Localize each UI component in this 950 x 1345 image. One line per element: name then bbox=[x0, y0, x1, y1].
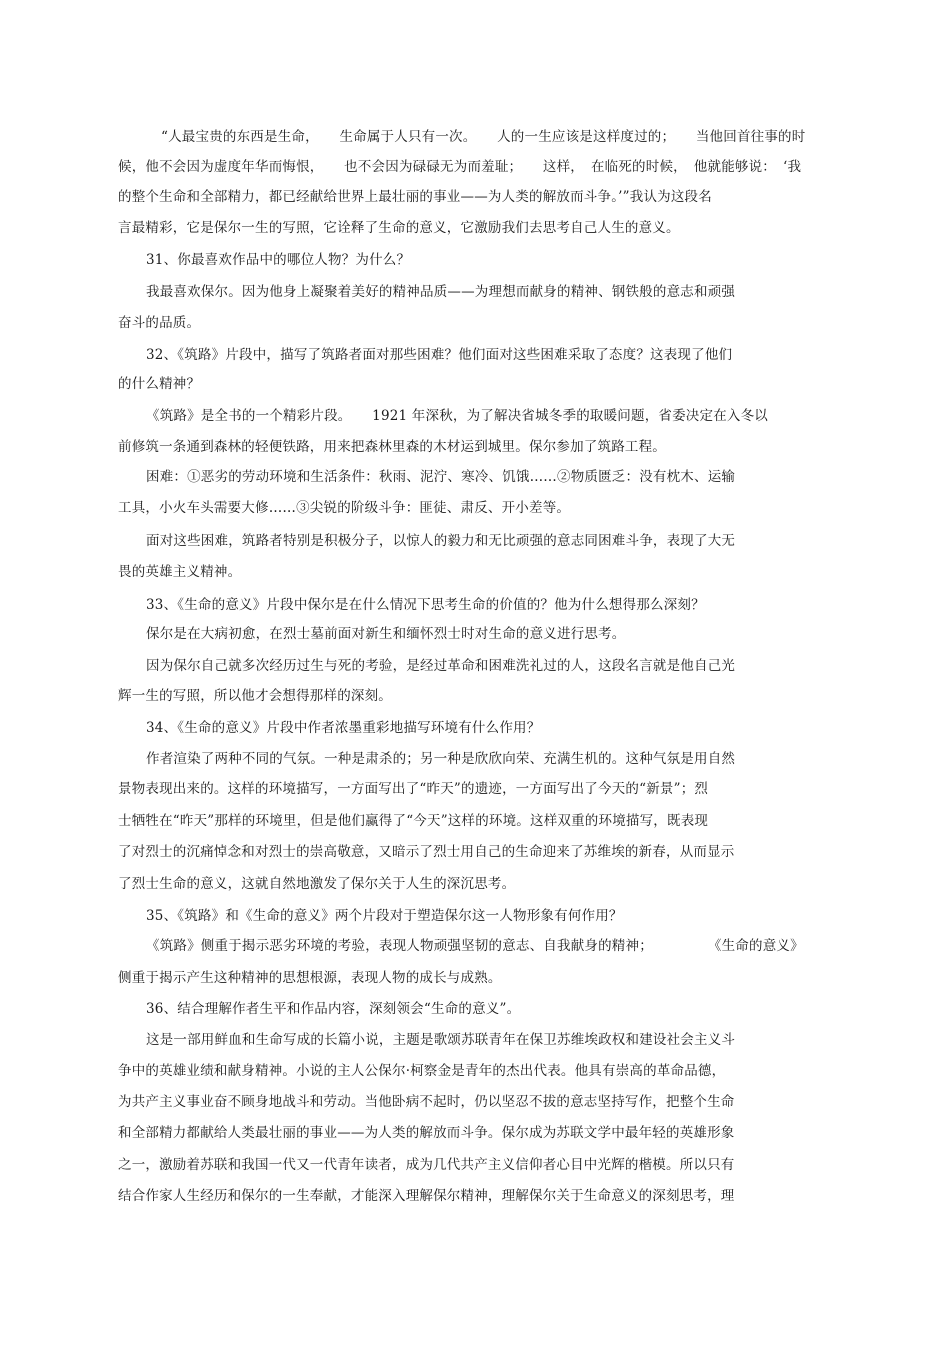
text-line: 前修筑一条通到森林的轻便铁路，用来把森林里森的木材运到城里。保尔参加了筑路工程。 bbox=[118, 439, 666, 455]
text-line: 作者渲染了两种不同的气氛。一种是肃杀的；另一种是欣欣向荣、充满生机的。这种气氛是用自然 bbox=[146, 751, 736, 767]
text-line: 的整个生命和全部精力，都已经献给世界上最壮丽的事业——为人类的解放而斗争。’”我认为这段名 bbox=[118, 189, 712, 205]
text-line: 和全部精力都献给人类最壮丽的事业——为人类的解放而斗争。保尔成为苏联文学中最年轻的英雄形象 bbox=[118, 1125, 735, 1141]
text-line: 结合作家人生经历和保尔的一生奉献，才能深入理解保尔精神，理解保尔关于生命意义的深刻思考，理 bbox=[118, 1188, 735, 1204]
question-heading: 的什么精神？ bbox=[118, 376, 201, 392]
text-line: 侧重于揭示产生这种精神的思想根源，表现人物的成长与成熟。 bbox=[118, 970, 502, 986]
text-line: 候，他不会因为虚度年华而悔恨， 也不会因为碌碌无为而羞耻； 这样， 在临死的时候， 他就能够说： ‘我 bbox=[118, 159, 802, 175]
text-line: 工具，小火车头需要大修……③尖锐的阶级斗争：匪徒、肃反、开小差等。 bbox=[118, 500, 571, 516]
text-line: 辉一生的写照，所以他才会想得那样的深刻。 bbox=[118, 688, 392, 704]
text-line: 《筑路》侧重于揭示恶劣环境的考验，表现人物顽强坚韧的意志、自我献身的精神； 《生命的意义》 bbox=[146, 938, 804, 954]
text-line: 了对烈士的沉痛悼念和对烈士的崇高敬意，又暗示了烈士用自己的生命迎来了苏维埃的新春，从而显示 bbox=[118, 844, 735, 860]
text-line: 争中的英雄业绩和献身精神。小说的主人公保尔·柯察金是青年的杰出代表。他具有崇高的革命品德， bbox=[118, 1063, 726, 1079]
text-line: 景物表现出来的。这样的环境描写，一方面写出了“昨天”的遗迹，一方面写出了今天的“新景”；烈 bbox=[118, 781, 709, 797]
text-line: 为共产主义事业奋不顾身地战斗和劳动。当他卧病不起时，仍以坚忍不拔的意志坚持写作，把整个生命 bbox=[118, 1094, 735, 1110]
question-heading: 36、结合理解作者生平和作品内容，深刻领会“生命的意义”。 bbox=[146, 1001, 521, 1017]
text-line: 了烈士生命的意义，这就自然地激发了保尔关于人生的深沉思考。 bbox=[118, 876, 516, 892]
text-line: 面对这些困难，筑路者特别是积极分子，以惊人的毅力和无比顽强的意志同困难斗争，表现了大无 bbox=[146, 533, 736, 549]
question-heading: 31、你最喜欢作品中的哪位人物？为什么？ bbox=[146, 252, 411, 268]
question-heading: 32、《筑路》片段中，描写了筑路者面对那些困难？他们面对这些困难采取了态度？这表现了他们 bbox=[146, 347, 733, 363]
question-heading: 35、《筑路》和《生命的意义》两个片段对于塑造保尔这一人物形象有何作用？ bbox=[146, 908, 623, 924]
text-line: 保尔是在大病初愈，在烈士墓前面对新生和缅怀烈士时对生命的意义进行思考。 bbox=[146, 626, 626, 642]
text-line: “人最宝贵的东西是生命， 生命属于人只有一次。 人的一生应该是这样度过的； 当他回首往事的时 bbox=[161, 129, 806, 145]
text-line: 《筑路》是全书的一个精彩片段。 1921 年深秋，为了解决省城冬季的取暖问题，省委决定在入冬以 bbox=[146, 408, 768, 424]
text-line: 奋斗的品质。 bbox=[118, 315, 201, 331]
text-line: 因为保尔自己就多次经历过生与死的考验，是经过革命和困难洗礼过的人，这段名言就是他自己光 bbox=[146, 658, 736, 674]
question-heading: 34、《生命的意义》片段中作者浓墨重彩地描写环境有什么作用？ bbox=[146, 720, 541, 736]
text-line: 我最喜欢保尔。因为他身上凝聚着美好的精神品质——为理想而献身的精神、钢铁般的意志和顽强 bbox=[146, 284, 736, 300]
text-line: 言最精彩，它是保尔一生的写照，它诠释了生命的意义，它激励我们去思考自己人生的意义。 bbox=[118, 220, 680, 236]
text-line: 之一，激励着苏联和我国一代又一代青年读者，成为几代共产主义信仰者心目中光辉的楷模。所以只有 bbox=[118, 1157, 735, 1173]
text-line: 这是一部用鲜血和生命写成的长篇小说，主题是歌颂苏联青年在保卫苏维埃政权和建设社会主义斗 bbox=[146, 1032, 736, 1048]
question-heading: 33、《生命的意义》片段中保尔是在什么情况下思考生命的价值的？他为什么想得那么深刻？ bbox=[146, 597, 705, 613]
text-line: 士牺牲在“昨天”那样的环境里，但是他们赢得了“今天”这样的环境。这样双重的环境描写，既表现 bbox=[118, 813, 709, 829]
text-line: 畏的英雄主义精神。 bbox=[118, 564, 242, 580]
text-line: 困难：①恶劣的劳动环境和生活条件：秋雨、泥泞、寒冷、饥饿……②物质匮乏：没有枕木、运输 bbox=[146, 469, 736, 485]
